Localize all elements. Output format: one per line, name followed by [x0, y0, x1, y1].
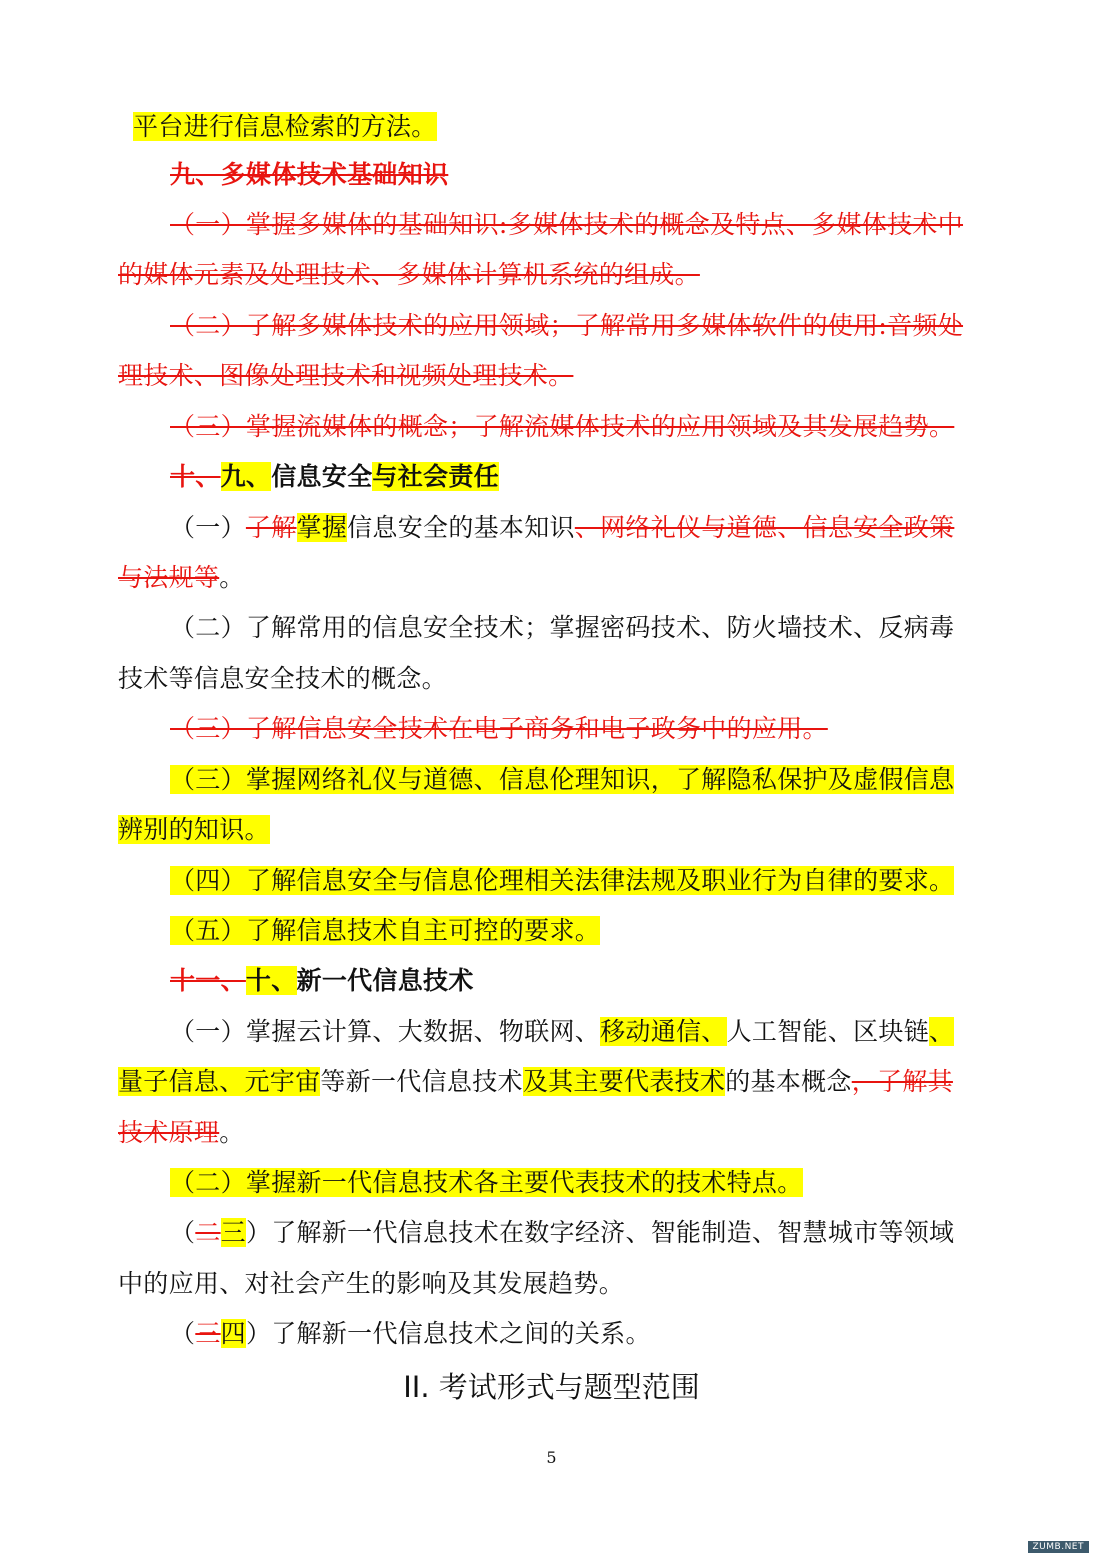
- deleted-text: 理技术、图像处理技术和视频处理技术。: [118, 361, 574, 390]
- inserted-highlighted-text: 辨别的知识。: [118, 815, 270, 844]
- paragraph-line: [0, 452, 1103, 502]
- paragraph-line: [0, 856, 1103, 906]
- body-text: 技术等信息安全技术的概念。: [118, 664, 447, 693]
- body-text: 。: [219, 563, 245, 592]
- body-text: （二）了解常用的信息安全技术；掌握密码技术、防火墙技术、反病毒: [170, 613, 955, 642]
- inserted-highlighted-text: （二）掌握新一代信息技术各主要代表技术的技术特点。: [170, 1168, 803, 1197]
- inserted-highlighted-text: 三: [220, 1218, 246, 1247]
- paragraph-line: [0, 1007, 1103, 1057]
- deleted-text: 的媒体元素及处理技术、多媒体计算机系统的组成。: [118, 260, 700, 289]
- deleted-text: （二）了解多媒体技术的应用领域；了解常用多媒体软件的使用:音频处: [170, 311, 964, 340]
- inserted-highlighted-text: （四）了解信息安全与信息伦理相关法律法规及职业行为自律的要求。: [170, 866, 955, 895]
- deleted-text: 九、多媒体技术基础知识: [170, 160, 449, 189]
- deleted-text: 了解: [245, 513, 297, 542]
- paragraph-line: [0, 1309, 1103, 1359]
- body-text: 信息安全的基本知识: [347, 513, 575, 542]
- watermark-logo: ZUMB.NET: [1028, 1541, 1089, 1553]
- body-text: 中的应用、对社会产生的影响及其发展趋势。: [118, 1269, 625, 1298]
- body-text: 人工智能、区块链: [726, 1017, 930, 1046]
- body-text: ）了解新一代信息技术在数字经济、智能制造、智慧城市等领域: [245, 1218, 955, 1247]
- body-text: 信息安全: [271, 462, 373, 491]
- body-text: 的基本概念: [725, 1067, 852, 1096]
- paragraph-line: [0, 351, 1103, 401]
- paragraph-line: [0, 402, 1103, 452]
- inserted-highlighted-text: （三）掌握网络礼仪与道德、信息伦理知识，了解隐私保护及虚假信息: [170, 765, 955, 794]
- deleted-text: 二: [195, 1218, 221, 1247]
- deleted-text: 技术原理: [118, 1118, 220, 1147]
- deleted-text: （三）掌握流媒体的概念；了解流媒体技术的应用领域及其发展趋势。: [170, 412, 955, 441]
- body-text: （一）掌握云计算、大数据、物联网、: [170, 1017, 601, 1046]
- paragraph-line: [0, 102, 1103, 152]
- paragraph-line: [0, 603, 1103, 653]
- deleted-text: 、网络礼仪与道德、信息安全政策: [574, 513, 955, 542]
- inserted-highlighted-text: 与社会责任: [372, 462, 499, 491]
- paragraph-line: [0, 503, 1103, 553]
- deleted-text: ，了解其: [851, 1067, 953, 1096]
- section-title: II. 考试形式与题型范围: [403, 1370, 700, 1404]
- paragraph-line: [0, 1108, 1103, 1158]
- body-text: 。: [219, 1118, 245, 1147]
- inserted-highlighted-text: 九、: [220, 462, 272, 491]
- deleted-text: （三）了解信息安全技术在电子商务和电子政务中的应用。: [170, 714, 828, 743]
- paragraph-line: [0, 250, 1103, 300]
- deleted-text: 三: [195, 1319, 221, 1348]
- inserted-highlighted-text: （五）了解信息技术自主可控的要求。: [170, 916, 601, 945]
- deleted-text: 与法规等: [118, 563, 220, 592]
- paragraph-line: [0, 301, 1103, 351]
- inserted-highlighted-text: 四: [220, 1319, 246, 1348]
- page-number: 5: [546, 1448, 557, 1467]
- deleted-text: 十一、: [170, 966, 246, 995]
- inserted-highlighted-text: 掌握: [296, 513, 348, 542]
- paragraph-line: [0, 1158, 1103, 1208]
- inserted-highlighted-text: 十、: [245, 966, 297, 995]
- body-text: （: [170, 1218, 196, 1247]
- paragraph-line: [0, 553, 1103, 603]
- paragraph-line: [0, 1259, 1103, 1309]
- paragraph-line: [0, 654, 1103, 704]
- paragraph-line: [0, 755, 1103, 805]
- body-text: （: [170, 1319, 196, 1348]
- paragraph-line: [0, 704, 1103, 754]
- inserted-highlighted-text: 平台进行信息检索的方法。: [133, 112, 437, 141]
- body-text: 新一代信息技术: [296, 966, 474, 995]
- paragraph-line: [0, 200, 1103, 250]
- paragraph-line: [0, 150, 1103, 200]
- deleted-text: 十、: [170, 462, 221, 491]
- inserted-highlighted-text: 量子信息、元宇宙: [118, 1067, 321, 1096]
- inserted-highlighted-text: 、: [929, 1017, 955, 1046]
- paragraph-line: [0, 956, 1103, 1006]
- body-text: ）了解新一代信息技术之间的关系。: [245, 1319, 651, 1348]
- body-text: 等新一代信息技术: [320, 1067, 523, 1096]
- deleted-text: （一）掌握多媒体的基础知识:多媒体技术的概念及特点、多媒体技术中: [170, 210, 964, 239]
- paragraph-line: [0, 805, 1103, 855]
- inserted-highlighted-text: 及其主要代表技术: [522, 1067, 726, 1096]
- body-text: （一）: [170, 513, 246, 542]
- paragraph-line: [0, 906, 1103, 956]
- paragraph-line: [0, 1057, 1103, 1107]
- paragraph-line: [0, 1208, 1103, 1258]
- inserted-highlighted-text: 移动通信、: [600, 1017, 727, 1046]
